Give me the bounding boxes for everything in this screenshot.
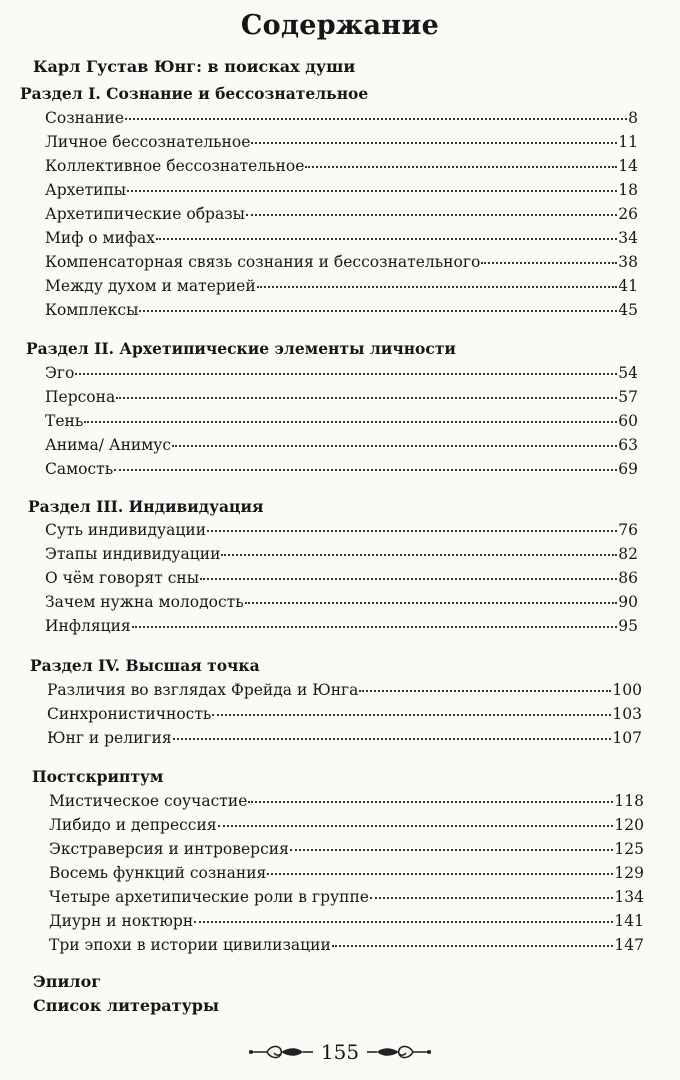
dot-leader bbox=[359, 690, 611, 692]
entry-page: 103 bbox=[612, 705, 642, 723]
toc-entry bbox=[49, 792, 644, 810]
entry-page: 14 bbox=[618, 157, 638, 175]
toc-entry bbox=[45, 229, 638, 247]
dot-leader bbox=[156, 238, 617, 240]
page-title: Содержание bbox=[240, 10, 440, 41]
entry-page: 26 bbox=[618, 205, 638, 223]
book-title: Карл Густав Юнг: в поисках души bbox=[33, 57, 356, 76]
entry-label: Самость bbox=[45, 460, 114, 478]
toc-entry bbox=[45, 109, 638, 127]
toc-entry bbox=[45, 436, 638, 454]
entry-page: 18 bbox=[618, 181, 638, 199]
toc-entry bbox=[45, 593, 638, 611]
entry-label: Персона bbox=[45, 388, 116, 406]
entry-label: Зачем нужна молодость bbox=[45, 593, 244, 611]
entry-label: Мистическое соучастие bbox=[49, 792, 248, 810]
entry-page: 134 bbox=[614, 888, 644, 906]
toc-entry bbox=[45, 181, 638, 199]
ornament-right-icon bbox=[365, 1041, 433, 1063]
toc-entry bbox=[45, 569, 638, 587]
dot-leader bbox=[257, 286, 618, 288]
dot-leader bbox=[84, 421, 617, 423]
entry-label: Три эпохи в истории цивилизации bbox=[49, 936, 331, 954]
entry-label: Юнг и религия bbox=[47, 729, 172, 747]
toc-entry bbox=[49, 936, 644, 954]
entry-page: 60 bbox=[618, 412, 638, 430]
entry-label: Либидо и депрессия bbox=[49, 816, 217, 834]
page-footer bbox=[0, 1040, 680, 1064]
entry-page: 141 bbox=[614, 912, 644, 930]
toc-entry bbox=[45, 412, 638, 430]
toc-entry bbox=[49, 912, 644, 930]
dot-leader bbox=[125, 118, 627, 120]
toc-entry bbox=[45, 133, 638, 151]
entry-page: 107 bbox=[612, 729, 642, 747]
toc-entry bbox=[47, 705, 642, 723]
dot-leader bbox=[114, 469, 617, 471]
dot-leader bbox=[200, 578, 617, 580]
entry-page: 8 bbox=[628, 109, 638, 127]
entry-page: 57 bbox=[618, 388, 638, 406]
section-heading-4: Раздел IV. Высшая точка bbox=[30, 656, 260, 675]
toc-entry bbox=[45, 545, 638, 563]
entry-page: 120 bbox=[614, 816, 644, 834]
toc-entry bbox=[49, 864, 644, 882]
dot-leader bbox=[246, 214, 617, 216]
dot-leader bbox=[251, 142, 617, 144]
entry-label: Компенсаторная связь сознания и бессознательного bbox=[45, 253, 481, 271]
entry-page: 100 bbox=[612, 681, 642, 699]
dot-leader bbox=[173, 738, 612, 740]
entry-page: 118 bbox=[614, 792, 644, 810]
toc-entry bbox=[45, 364, 638, 382]
dot-leader bbox=[132, 626, 618, 628]
dot-leader bbox=[212, 714, 611, 716]
section-heading-postscript: Постскриптум bbox=[32, 767, 164, 786]
entry-label: Миф о мифах bbox=[45, 229, 156, 247]
dot-leader bbox=[194, 921, 613, 923]
entry-page: 45 bbox=[618, 301, 638, 319]
toc-entry bbox=[45, 277, 638, 295]
bibliography-heading: Список литературы bbox=[33, 996, 220, 1015]
toc-entry bbox=[47, 681, 642, 699]
toc-entry bbox=[45, 205, 638, 223]
epilogue-heading: Эпилог bbox=[33, 972, 102, 991]
entry-label: Комплексы bbox=[45, 301, 139, 319]
entry-page: 86 bbox=[618, 569, 638, 587]
entry-label: Диурн и ноктюрн bbox=[49, 912, 194, 930]
toc-entry bbox=[45, 521, 638, 539]
entry-page: 11 bbox=[618, 133, 638, 151]
entry-page: 76 bbox=[618, 521, 638, 539]
entry-label: Суть индивидуации bbox=[45, 521, 207, 539]
toc-entry bbox=[47, 729, 642, 747]
dot-leader bbox=[139, 310, 617, 312]
toc-entry bbox=[45, 301, 638, 319]
dot-leader bbox=[481, 262, 617, 264]
toc-entry bbox=[49, 816, 644, 834]
entry-label: Эго bbox=[45, 364, 75, 382]
dot-leader bbox=[370, 897, 613, 899]
entry-label: О чём говорят сны bbox=[45, 569, 200, 587]
entry-label: Между духом и материей bbox=[45, 277, 256, 295]
entry-page: 82 bbox=[618, 545, 638, 563]
page-number: 155 bbox=[320, 1040, 360, 1064]
section-heading-1: Раздел I. Сознание и бессознательное bbox=[20, 84, 369, 103]
entry-label: Коллективное бессознательное bbox=[45, 157, 305, 175]
dot-leader bbox=[290, 849, 614, 851]
dot-leader bbox=[267, 873, 613, 875]
entry-page: 41 bbox=[618, 277, 638, 295]
dot-leader bbox=[172, 445, 617, 447]
toc-entry bbox=[45, 617, 638, 635]
section-heading-2: Раздел II. Архетипические элементы личности bbox=[26, 339, 456, 358]
dot-leader bbox=[245, 602, 618, 604]
entry-page: 63 bbox=[618, 436, 638, 454]
entry-label: Архетипы bbox=[45, 181, 127, 199]
dot-leader bbox=[207, 530, 617, 532]
entry-page: 95 bbox=[618, 617, 638, 635]
dot-leader bbox=[305, 166, 617, 168]
toc-entry bbox=[45, 253, 638, 271]
toc-entry bbox=[45, 388, 638, 406]
entry-page: 90 bbox=[618, 593, 638, 611]
entry-page: 38 bbox=[618, 253, 638, 271]
entry-label: Личное бессознательное bbox=[45, 133, 251, 151]
entry-label: Синхронистичность bbox=[47, 705, 212, 723]
dot-leader bbox=[127, 190, 617, 192]
entry-page: 129 bbox=[614, 864, 644, 882]
dot-leader bbox=[116, 397, 617, 399]
entry-label: Экстраверсия и интроверсия bbox=[49, 840, 289, 858]
entry-label: Инфляция bbox=[45, 617, 131, 635]
toc-entry bbox=[45, 460, 638, 478]
entry-label: Восемь функций сознания bbox=[49, 864, 267, 882]
entry-label: Сознание bbox=[45, 109, 125, 127]
entry-page: 147 bbox=[614, 936, 644, 954]
entry-label: Архетипические образы bbox=[45, 205, 245, 223]
entry-label: Анима/ Анимус bbox=[45, 436, 172, 454]
entry-label: Этапы индивидуации bbox=[45, 545, 221, 563]
dot-leader bbox=[248, 801, 613, 803]
entry-page: 34 bbox=[618, 229, 638, 247]
entry-label: Различия во взглядах Фрейда и Юнга bbox=[47, 681, 359, 699]
toc-entry bbox=[49, 888, 644, 906]
dot-leader bbox=[332, 945, 614, 947]
toc-entry bbox=[45, 157, 638, 175]
dot-leader bbox=[221, 554, 617, 556]
ornament-left-icon bbox=[247, 1041, 315, 1063]
dot-leader bbox=[218, 825, 614, 827]
entry-page: 69 bbox=[618, 460, 638, 478]
entry-label: Тень bbox=[45, 412, 84, 430]
dot-leader bbox=[75, 373, 617, 375]
toc-entry bbox=[49, 840, 644, 858]
entry-page: 125 bbox=[614, 840, 644, 858]
entry-page: 54 bbox=[618, 364, 638, 382]
section-heading-3: Раздел III. Индивидуация bbox=[28, 497, 264, 516]
entry-label: Четыре архетипические роли в группе bbox=[49, 888, 369, 906]
